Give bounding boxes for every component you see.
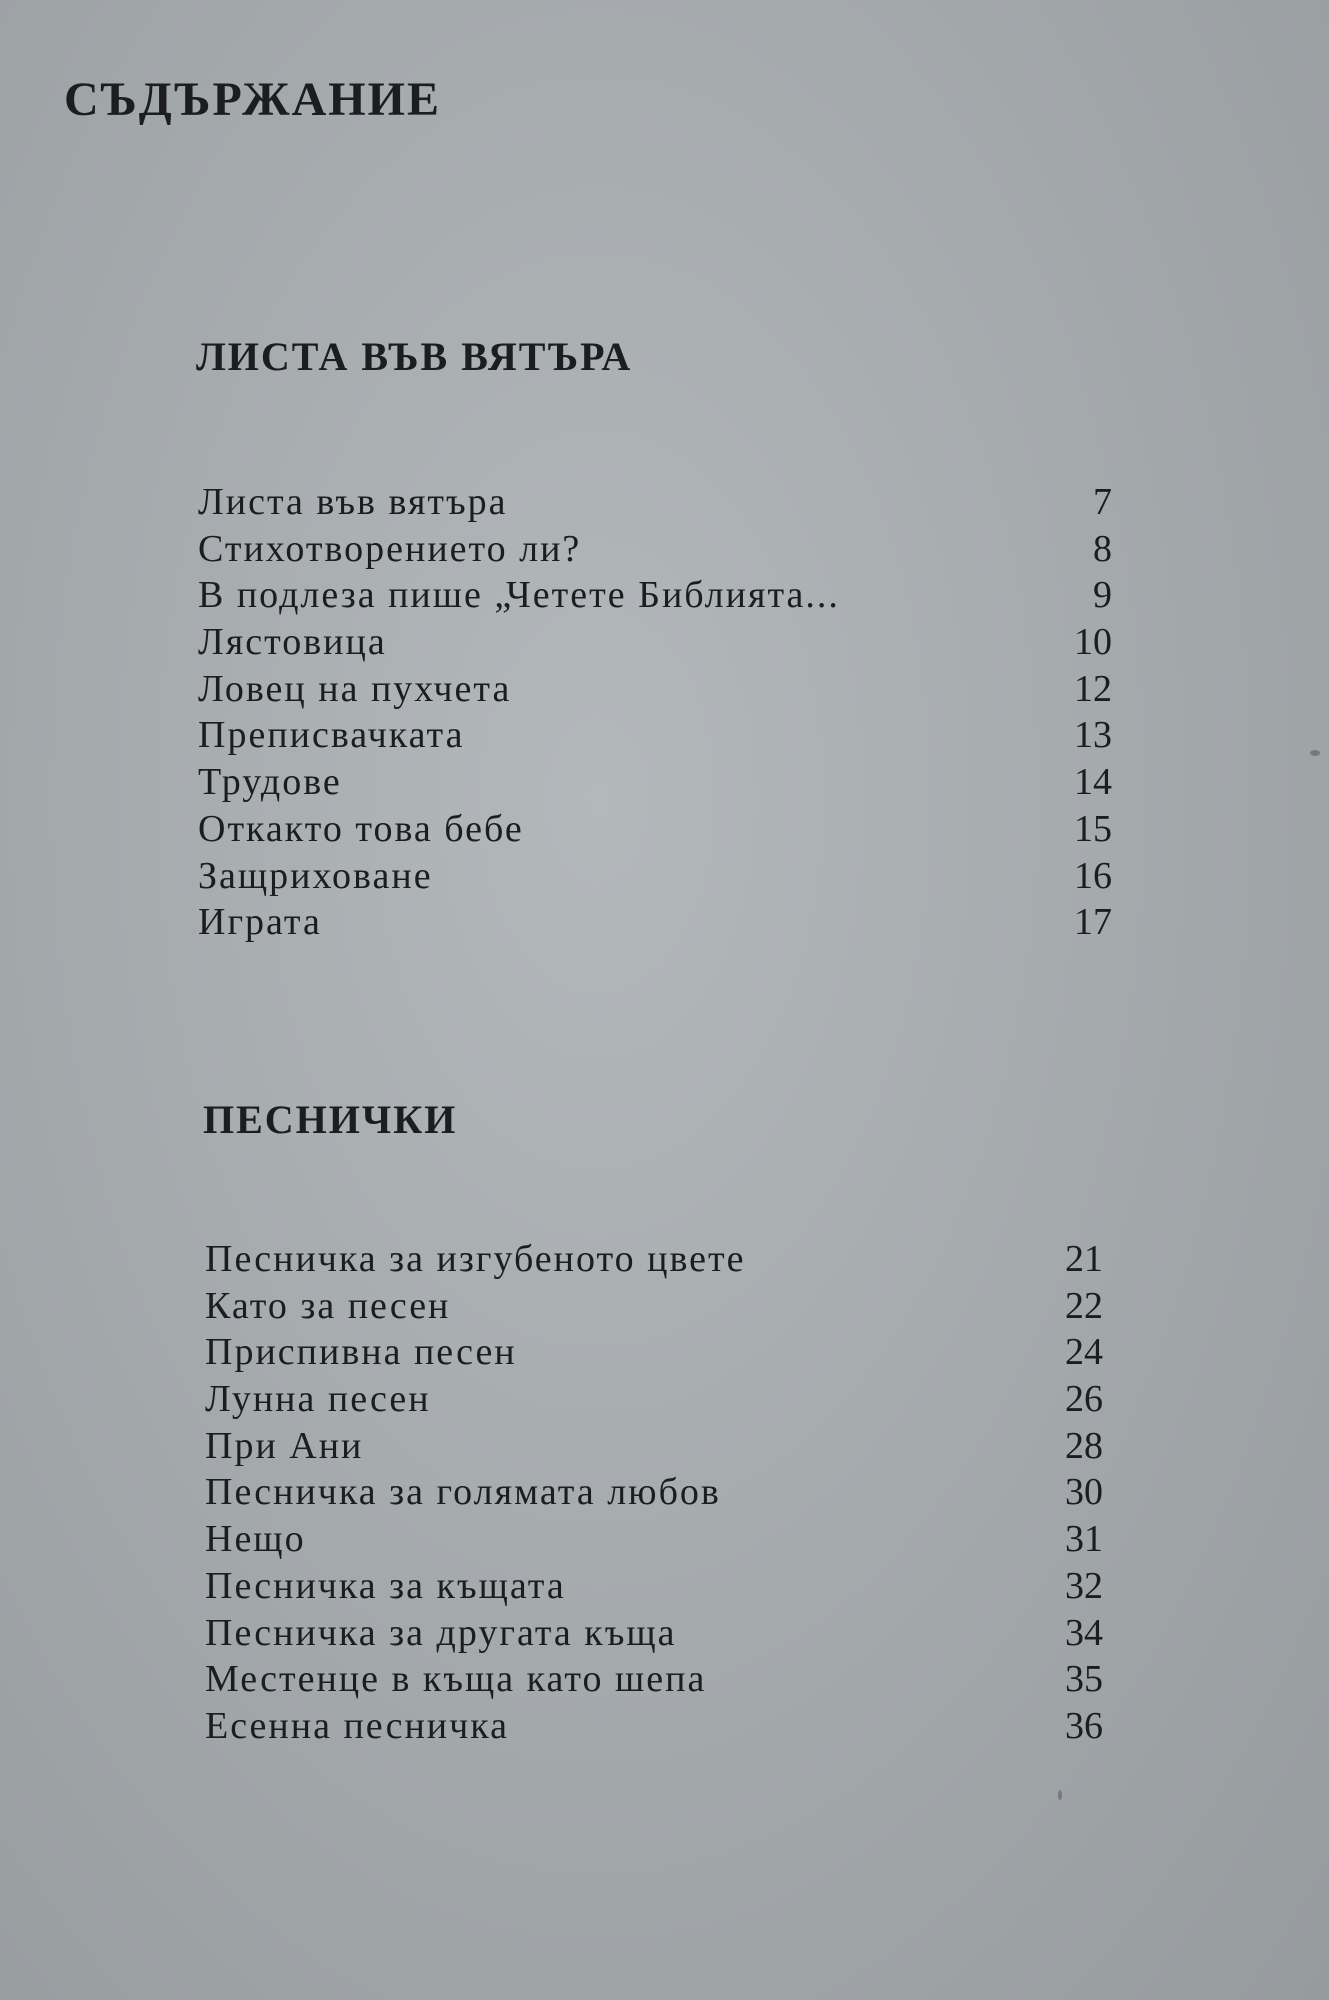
toc-entry	[205, 1236, 1103, 1283]
page-title: СЪДЪРЖАНИЕ	[64, 73, 441, 126]
toc-entry-page: 13	[1074, 714, 1112, 757]
toc-entry	[205, 1469, 1103, 1516]
toc-entry-title: Есенна песничка	[205, 1704, 509, 1747]
toc-entry-title: Нещо	[205, 1518, 306, 1561]
toc-entry	[198, 666, 1112, 713]
toc-entry-page: 30	[1065, 1471, 1103, 1514]
toc-entry-page: 28	[1065, 1424, 1103, 1467]
toc-entry	[198, 899, 1112, 946]
toc-entry-page: 24	[1065, 1331, 1103, 1374]
toc-entry-title: Ловец на пухчета	[198, 667, 512, 710]
toc-entry-title: При Ани	[205, 1424, 364, 1467]
toc-entry	[198, 619, 1112, 666]
toc-entry-title: Песничка за другата къща	[205, 1611, 677, 1654]
toc-entry	[198, 759, 1112, 806]
toc-entry-title: Трудове	[198, 761, 342, 804]
toc-entry-title: Листа във вятъра	[198, 481, 508, 523]
toc-entry-page: 9	[1093, 574, 1112, 617]
toc-entry	[198, 479, 1112, 526]
toc-entry-title: Откакто това бебе	[198, 807, 524, 850]
toc-entry	[205, 1610, 1103, 1657]
toc-entry	[205, 1423, 1103, 1470]
toc-entry	[205, 1703, 1103, 1750]
toc-entry	[205, 1283, 1103, 1330]
toc-entry-page: 16	[1074, 854, 1112, 897]
toc-entry-page: 10	[1074, 621, 1112, 664]
toc-entry-page: 12	[1074, 667, 1112, 710]
toc-entry	[205, 1516, 1103, 1563]
toc-entry-page: 21	[1065, 1238, 1103, 1280]
toc-entry	[205, 1329, 1103, 1376]
toc-entry	[205, 1563, 1103, 1610]
paper-speck	[1310, 750, 1320, 756]
toc-list	[198, 479, 1112, 946]
toc-entry-page: 35	[1065, 1658, 1103, 1701]
toc-entry-page: 31	[1065, 1518, 1103, 1561]
toc-entry	[205, 1656, 1103, 1703]
toc-entry-title: Като за песен	[205, 1284, 451, 1327]
toc-entry-title: Лястовица	[198, 621, 387, 664]
toc-entry-title: Песничка за голямата любов	[205, 1471, 721, 1514]
toc-entry	[205, 1376, 1103, 1423]
section-title: ЛИСТА ВЪВ ВЯТЪРА	[196, 334, 633, 379]
toc-entry	[198, 853, 1112, 900]
toc-entry-title: Песничка за къщата	[205, 1564, 566, 1607]
toc-entry-title: Приспивна песен	[205, 1331, 517, 1374]
toc-entry-page: 36	[1065, 1704, 1103, 1747]
toc-entry	[198, 806, 1112, 853]
toc-entry-page: 26	[1065, 1378, 1103, 1421]
toc-entry-title: Защриховане	[198, 854, 433, 897]
paper-speck	[1058, 1790, 1062, 1800]
toc-entry-page: 14	[1074, 761, 1112, 804]
toc-entry-title: Преписвачката	[198, 714, 465, 757]
section-title: ПЕСНИЧКИ	[203, 1097, 458, 1142]
toc-entry-page: 32	[1065, 1564, 1103, 1607]
toc-entry	[198, 572, 1112, 619]
toc-entry-page: 7	[1093, 481, 1112, 523]
toc-entry-page: 17	[1074, 901, 1112, 944]
toc-entry	[198, 712, 1112, 759]
toc-entry-page: 34	[1065, 1611, 1103, 1654]
toc-entry-title: В подлеза пише „Четете Библията...	[198, 574, 840, 617]
toc-entry-title: Стихотворението ли?	[198, 527, 582, 570]
toc-entry-title: Песничка за изгубеното цвете	[205, 1238, 746, 1280]
toc-entry-title: Местенце в къща като шепа	[205, 1658, 707, 1701]
toc-entry-title: Играта	[198, 901, 322, 944]
toc-entry-page: 8	[1093, 527, 1112, 570]
toc-entry	[198, 526, 1112, 573]
toc-entry-title: Лунна песен	[205, 1378, 431, 1421]
toc-entry-page: 15	[1074, 807, 1112, 850]
toc-entry-page: 22	[1065, 1284, 1103, 1327]
toc-list	[205, 1236, 1103, 1750]
